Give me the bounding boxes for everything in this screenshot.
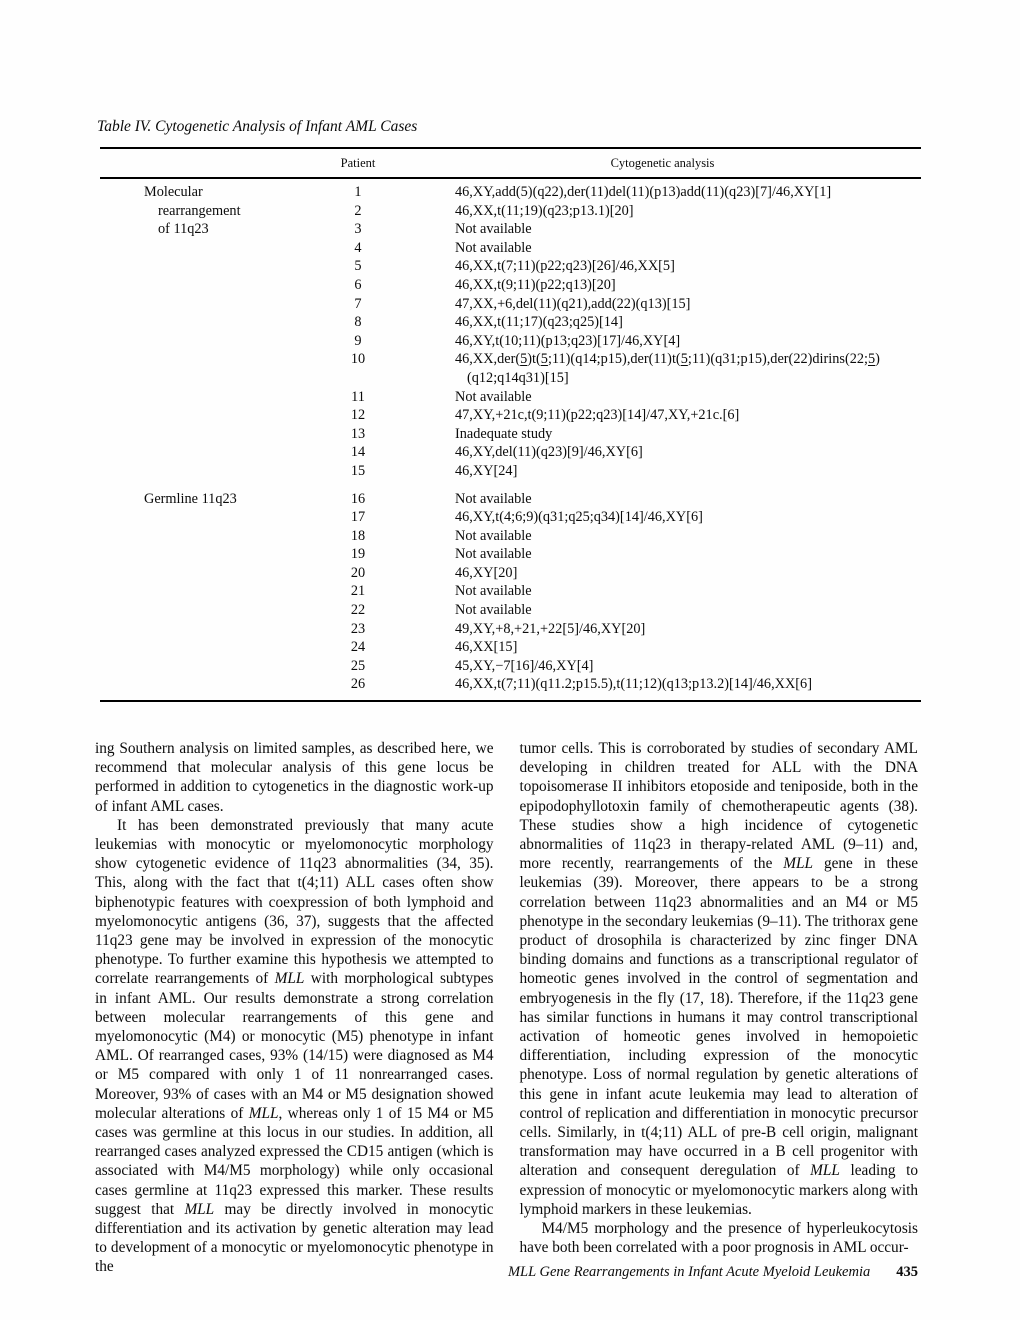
patient-number: 12 <box>350 407 366 424</box>
cytogenetic-analysis: 46,XX,der(5)t(5;11)(q14;p15),der(11)t(5;11)(q31;p15),der(22)dirins(22;5) <box>455 351 880 368</box>
table-row <box>100 425 921 444</box>
patient-number: 5 <box>354 258 362 275</box>
cytogenetic-analysis: Not available <box>455 388 532 405</box>
body-paragraph: M4/M5 morphology and the presence of hyperleukocytosis have both been correlated with a poor prognosis in AML occur- <box>519 1220 918 1257</box>
running-title: MLL Gene Rearrangements in Infant Acute Myeloid Leukemia <box>507 1264 871 1280</box>
patient-number: 11 <box>351 388 365 405</box>
table-row <box>100 220 921 239</box>
table-row <box>100 527 921 546</box>
cytogenetic-analysis: Inadequate study <box>455 425 553 442</box>
group-label: of 11q23 <box>158 221 209 238</box>
cytogenetic-analysis: Not available <box>455 546 532 563</box>
table-row <box>100 638 921 657</box>
cytogenetic-analysis: 46,XX,t(11;19)(q23;p13.1)[20] <box>455 202 634 219</box>
patient-number: 19 <box>350 546 366 563</box>
body-paragraph: tumor cells. This is corroborated by studies of secondary AML developing in children treated for ALL with the DNA topoisomerase II inhibitors etoposide and teniposide, both in the epipodophyllotoxin family of chemotherapeutic agents (38). These studies show a high incidence of cytogenetic abnormalities of 11q23 in therapy-related AML (9–11) and, more recently, rearrangements of the MLL gene in these leukemias (39). Moreover, there appears to be a strong correlation between 11q23 abnormalities and an M4 or M5 phenotype in the secondary leukemias (9–11). The trithorax gene product of drosophila is characterized by zinc finger DNA binding domains and functions as a transcriptional regulator of homeotic genes involved in the control of segmentation and embryogenesis in the fly (17, 18). Therefore, if the 11q23 gene has similar functions in humans it may control transcriptional activation of homeotic genes involved in hemopoietic differentiation, including expression of the monocytic phenotype. Loss of normal regulation by genetic alterations of this gene in infant acute leukemia may lead to alteration of control of replication and differentiation in monocytic precursor cells. Similarly, in t(4;11) ALL of pre-B cell origin, malignant transformation may have occurred in a B cell progenitor with alteration and consequent deregulation of MLL leading to expression of monocytic or myelomonocytic markers along with lymphoid markers in these leukemias. <box>519 740 918 1218</box>
table-row <box>100 582 921 601</box>
patient-number: 2 <box>354 202 362 219</box>
table-row <box>100 350 921 369</box>
cytogenetic-analysis: Not available <box>455 602 532 619</box>
patient-number: 8 <box>354 314 362 331</box>
cytogenetic-analysis: 47,XY,+21c,t(9;11)(p22;q23)[14]/47,XY,+21c.[6] <box>455 407 740 424</box>
group-gap <box>100 481 921 490</box>
table-row <box>100 443 921 462</box>
table-rule-bottom <box>100 700 921 702</box>
patient-number: 23 <box>350 620 366 637</box>
table-row <box>100 202 921 221</box>
patient-number: 7 <box>354 295 362 312</box>
table-header-analysis: Cytogenetic analysis <box>610 156 715 170</box>
cytogenetic-analysis: 46,XY[20] <box>455 564 518 581</box>
cytogenetic-analysis: Not available <box>455 239 532 256</box>
table-header-spacer <box>100 156 312 171</box>
cytogenetic-analysis: 49,XY,+8,+21,+22[5]/46,XY[20] <box>455 620 646 637</box>
left-column <box>95 739 494 1277</box>
table-row <box>100 657 921 676</box>
table-row <box>100 276 921 295</box>
cytogenetic-analysis: 45,XY,−7[16]/46,XY[4] <box>455 657 594 674</box>
cytogenetic-analysis: 46,XX,t(7;11)(p22;q23)[26]/46,XX[5] <box>455 258 675 275</box>
table-row <box>100 388 921 407</box>
patient-number: 18 <box>350 527 366 544</box>
cytogenetic-analysis: 46,XY,add(5)(q22),der(11)del(11)(p13)add(11)(q23)[7]/46,XY[1] <box>455 184 832 200</box>
cytogenetic-analysis-continued: (q12;q14q31)[15] <box>467 369 569 386</box>
cytogenetic-analysis: Not available <box>455 527 532 544</box>
table-row <box>100 313 921 332</box>
table-row <box>100 620 921 639</box>
right-column <box>520 739 919 1277</box>
table-row <box>100 239 921 258</box>
table-header-row <box>100 149 921 177</box>
body-paragraph: It has been demonstrated previously that many acute leukemias with monocytic or myelomonocytic morphology show cytogenetic evidence of 11q23 abnormalities (34, 35). This, along with the fact that t(4;11) ALL cases often show biphenotypic features with coexpression of both lymphoid and myelomonocytic antigens (36, 37), suggests that the affected 11q23 gene may be involved in expression of the monocytic phenotype. To further examine this hypothesis we attempted to correlate rearrangements of MLL with morphological subtypes in infant AML. Our results demonstrate a strong correlation between molecular rearrangements of this gene and myelomonocytic (M4) or monocytic (M5) phenotype in infant AML. Of rearranged cases, 93% (14/15) were diagnosed as M4 or M5 compared with only 1 of 11 nonrearranged cases. Moreover, 93% of cases with an M4 or M5 designation showed molecular alterations of MLL, whereas only 1 of 15 M4 or M5 cases was germline at this locus in our studies. In addition, all rearranged cases analyzed expressed the CD15 antigen (which is associated with M4/M5 morphology) while only occasional cases germline at 11q23 expressed this marker. These results suggest that MLL may be directly involved in monocytic differentiation and its activation by genetic alteration may lead to development of a monocytic or myelomonocytic phenotype in the <box>95 816 494 1276</box>
patient-number: 3 <box>354 221 362 238</box>
body-text-columns <box>95 739 918 1277</box>
patient-number: 24 <box>350 639 366 656</box>
cytogenetic-analysis: 46,XY,t(10;11)(p13;q23)[17]/46,XY[4] <box>455 332 681 349</box>
patient-number: 15 <box>350 462 366 479</box>
patient-number: 10 <box>350 351 366 368</box>
table-row <box>100 675 921 694</box>
cytogenetic-analysis: Not available <box>455 583 532 600</box>
patient-number: 26 <box>350 676 366 693</box>
group-label: Molecular <box>144 184 203 200</box>
patient-number: 9 <box>354 332 362 349</box>
cytogenetic-analysis: 46,XX,t(9;11)(p22;q13)[20] <box>455 276 616 293</box>
table-row <box>100 601 921 620</box>
patient-number: 21 <box>350 583 366 600</box>
table-row <box>100 406 921 425</box>
table-body <box>100 179 921 700</box>
patient-number: 14 <box>350 444 366 461</box>
cytogenetic-analysis: 46,XY,del(11)(q23)[9]/46,XY[6] <box>455 444 643 461</box>
patient-number: 17 <box>350 509 366 526</box>
patient-number: 1 <box>354 184 362 200</box>
patient-number: 4 <box>354 239 362 256</box>
group-label: Germline 11q23 <box>144 490 237 507</box>
cytogenetic-analysis: Not available <box>455 490 532 507</box>
table-row <box>100 508 921 527</box>
cytogenetic-analysis: 46,XX,t(11;17)(q23;q25)[14] <box>455 314 623 331</box>
group-label: rearrangement <box>158 202 241 219</box>
page-footer <box>508 1264 918 1281</box>
table-row <box>100 490 921 509</box>
patient-number: 6 <box>354 276 362 293</box>
table-row-continuation <box>100 369 921 388</box>
page-number: 435 <box>896 1264 918 1280</box>
patient-number: 13 <box>350 425 366 442</box>
cytogenetic-analysis: 46,XX[15] <box>455 639 518 656</box>
body-paragraph: ing Southern analysis on limited samples, as described here, we recommend that molecular analysis of this gene locus be performed in addition to cytogenetics in the diagnostic work-up of infant AML cases. <box>95 740 494 815</box>
patient-number: 20 <box>350 564 366 581</box>
cytogenetic-analysis: Not available <box>455 221 532 238</box>
cytogenetic-analysis: 46,XY,t(4;6;9)(q31;q25;q34)[14]/46,XY[6] <box>455 509 703 526</box>
patient-number: 22 <box>350 602 366 619</box>
cytogenetic-analysis: 46,XY[24] <box>455 462 518 479</box>
cytogenetic-analysis: 46,XX,t(7;11)(q11.2;p15.5),t(11;12)(q13;p13.2)[14]/46,XX[6] <box>455 676 812 693</box>
table-row <box>100 564 921 583</box>
patient-number: 25 <box>350 657 366 674</box>
table-row <box>100 183 921 202</box>
patient-number: 16 <box>350 490 366 507</box>
table-row <box>100 295 921 314</box>
table-row <box>100 462 921 481</box>
table-title: Table IV. Cytogenetic Analysis of Infant AML Cases <box>97 118 418 135</box>
table-iv <box>97 118 921 702</box>
table-row <box>100 257 921 276</box>
table-header-patient: Patient <box>340 156 376 170</box>
table-row <box>100 332 921 351</box>
table-row <box>100 545 921 564</box>
cytogenetic-analysis: 47,XX,+6,del(11)(q21),add(22)(q13)[15] <box>455 295 691 312</box>
